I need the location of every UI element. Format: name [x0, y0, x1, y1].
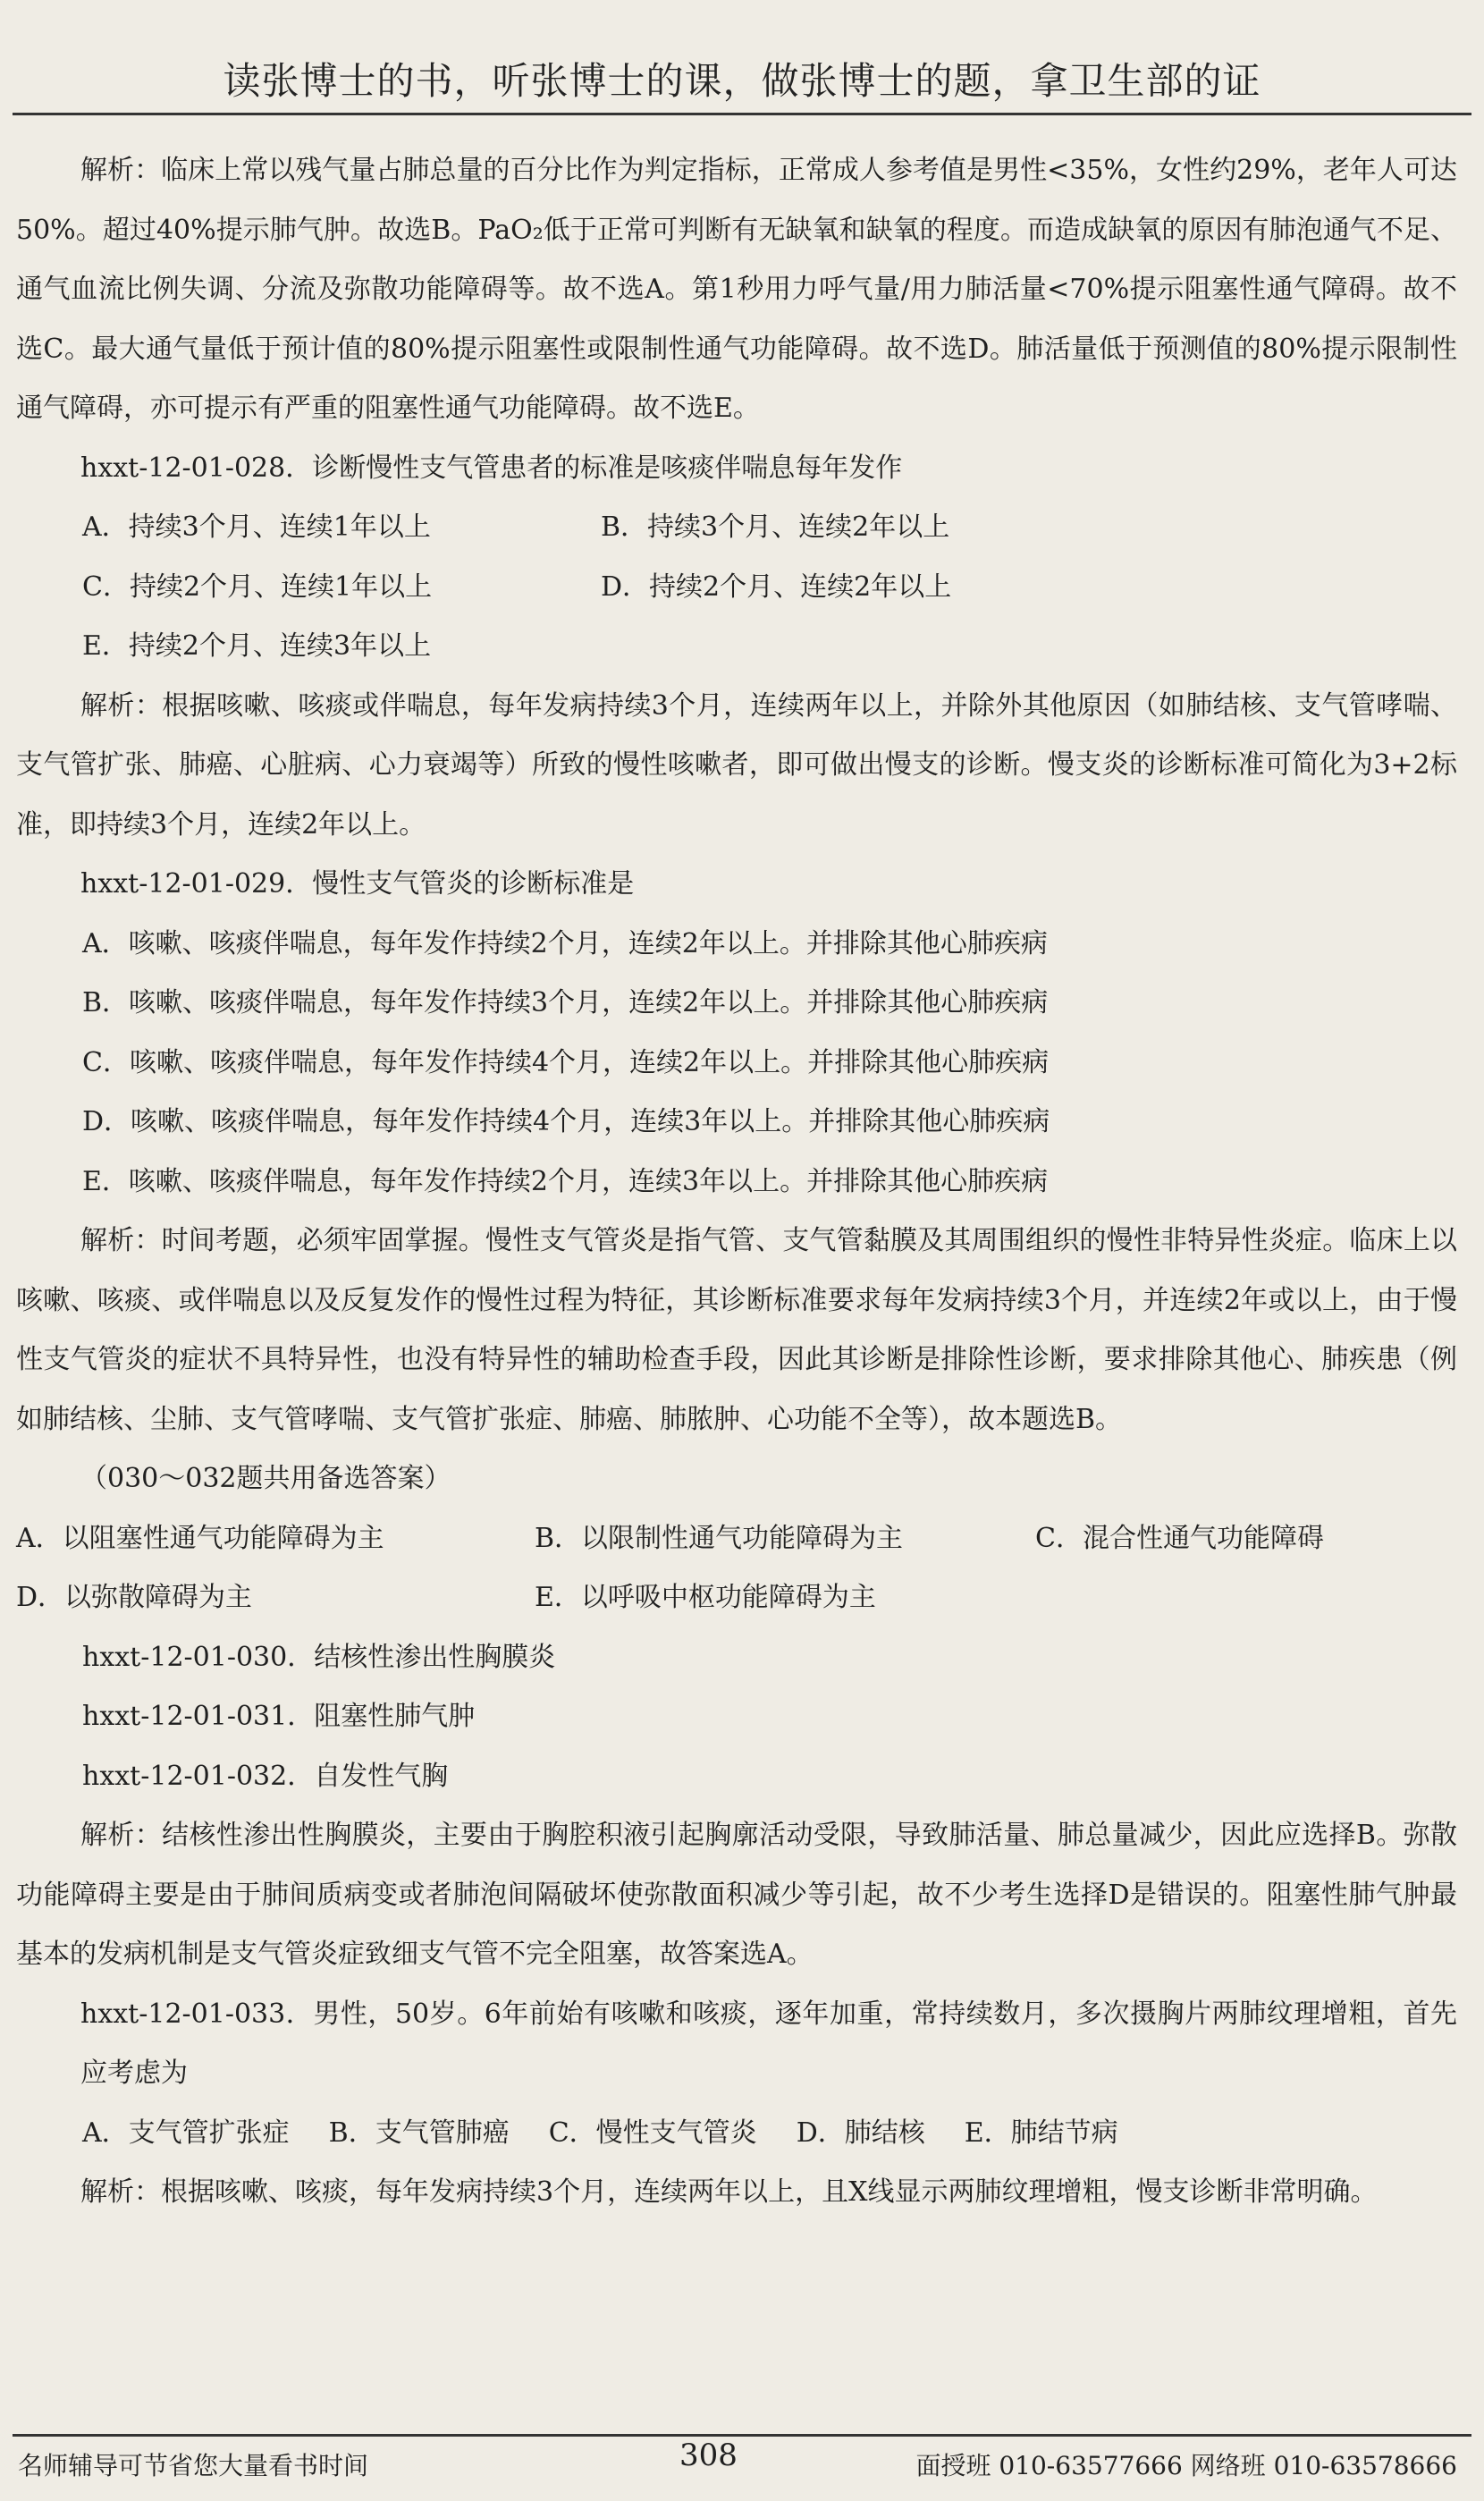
shared-option-row: [16, 1568, 1457, 1628]
shared-option-e: E．以呼吸中枢功能障碍为主: [535, 1582, 876, 1613]
explanation-paragraph: 解析：时间考题，必须牢固掌握。慢性支气管炎是指气管、支气管黏膜及其周围组织的慢性非特异性炎症。临床上以咳嗽、咳痰、或伴喘息以及反复发作的慢性过程为特征，其诊断标准要求每年发病持续3个月，并连续2年或以上，由于慢性支气管炎的症状不具特异性，也没有特异性的辅助检查手段，因此其诊断是排除性诊断，要求排除其他心、肺疾患（例如肺结核、尘肺、支气管哮喘、支气管扩张症、肺癌、肺脓肿、心功能不全等），故本题选B。: [16, 1225, 1457, 1435]
footer-slogan: 名师辅导可节省您大量看书时间: [18, 2451, 369, 2480]
question-stem: hxxt-12-01-033．男性，50岁。6年前始有咳嗽和咳痰，逐年加重，常持续数月，多次摄胸片两肺纹理增粗，首先应考虑为: [80, 1998, 1457, 2089]
option-row: [16, 498, 1457, 558]
option-c: C．持续2个月、连续1年以上: [82, 570, 433, 603]
option-a: A．支气管扩张症: [82, 2117, 290, 2149]
option-c: C．咳嗽、咳痰伴喘息，每年发作持续4个月，连续2年以上。并排除其他心肺疾病: [82, 1046, 1050, 1078]
question-stem: hxxt-12-01-029．慢性支气管炎的诊断标准是: [80, 868, 635, 900]
page-footer: [0, 2434, 1484, 2501]
shared-option-d: D．以弥散障碍为主: [16, 1582, 253, 1613]
option-row: [16, 2104, 1457, 2164]
option-b: B．持续3个月、连续2年以上: [601, 511, 950, 543]
explanation-paragraph: 解析：根据咳嗽、咳痰，每年发病持续3个月，连续两年以上，且X线显示两肺纹理增粗，慢支诊断非常明确。: [80, 2176, 1378, 2208]
option-a: A．持续3个月、连续1年以上: [82, 511, 431, 543]
footer-contact: 面授班 010-63577666 网络班 010-63578666: [915, 2451, 1457, 2480]
option-row: [16, 558, 1457, 618]
page-header: [0, 0, 1484, 114]
option-b: B．咳嗽、咳痰伴喘息，每年发作持续3个月，连续2年以上。并排除其他心肺疾病: [82, 987, 1049, 1018]
question-item: hxxt-12-01-031．阻塞性肺气肿: [82, 1701, 476, 1732]
option-d: D．持续2个月、连续2年以上: [601, 570, 952, 603]
option-e: E．咳嗽、咳痰伴喘息，每年发作持续2个月，连续3年以上。并排除其他心肺疾病: [82, 1165, 1049, 1197]
option-d: D．肺结核: [796, 2117, 925, 2149]
explanation-paragraph: 解析：结核性渗出性胸膜炎，主要由于胸腔积液引起胸廓活动受限，导致肺活量、肺总量减少，因此应选择B。弥散功能障碍主要是由于肺间质病变或者肺泡间隔破坏使弥散面积减少等引起，故不少考生选择D是错误的。阻塞性肺气肿最基本的发病机制是支气管炎症致细支气管不完全阻塞，故答案选A。: [16, 1820, 1457, 1970]
option-a: A．咳嗽、咳痰伴喘息，每年发作持续2个月，连续2年以上。并排除其他心肺疾病: [82, 927, 1048, 959]
shared-options-heading: （030～032题共用备选答案）: [80, 1463, 451, 1494]
page-number: 308: [679, 2438, 738, 2473]
shared-option-row: [16, 1509, 1457, 1569]
shared-option-c: C．混合性通气功能障碍: [1035, 1522, 1324, 1554]
option-e: E．肺结节病: [964, 2117, 1118, 2149]
option-b: B．支气管肺癌: [328, 2117, 510, 2149]
header-divider: [13, 113, 1471, 115]
running-title: 读张博士的书，听张博士的课，做张博士的题，拿卫生部的证: [223, 59, 1261, 103]
footer-divider: [13, 2434, 1471, 2437]
shared-option-a: A．以阻塞性通气功能障碍为主: [16, 1522, 384, 1554]
question-item: hxxt-12-01-032．自发性气胸: [82, 1760, 449, 1792]
question-stem: hxxt-12-01-028．诊断慢性支气管患者的标准是咳痰伴喘息每年发作: [80, 452, 903, 484]
option-d: D．咳嗽、咳痰伴喘息，每年发作持续4个月，连续3年以上。并排除其他心肺疾病: [82, 1106, 1050, 1137]
question-item: hxxt-12-01-030．结核性渗出性胸膜炎: [82, 1641, 556, 1673]
page-content: [16, 141, 1457, 2223]
explanation-paragraph: 解析：临床上常以残气量占肺总量的百分比作为判定指标，正常成人参考值是男性<35%，女性约29%，老年人可达50%。超过40%提示肺气肿。故选B。PaO₂低于正常可判断有无缺氧和缺氧的程度。而造成缺氧的原因有肺泡通气不足、通气血流比例失调、分流及弥散功能障碍等。故不选A。第1秒用力呼气量/用力肺活量<70%提示阻塞性通气障碍。故不选C。最大通气量低于预计值的80%提示阻塞性或限制性通气功能障碍。故不选D。肺活量低于预测值的80%提示限制性通气障碍，亦可提示有严重的阻塞性通气功能障碍。故不选E。: [16, 155, 1457, 424]
explanation-paragraph: 解析：根据咳嗽、咳痰或伴喘息，每年发病持续3个月，连续两年以上，并除外其他原因（如肺结核、支气管哮喘、支气管扩张、肺癌、心脏病、心力衰竭等）所致的慢性咳嗽者，即可做出慢支的诊断。慢支炎的诊断标准可简化为3+2标准，即持续3个月，连续2年以上。: [16, 689, 1457, 841]
shared-option-b: B．以限制性通气功能障碍为主: [535, 1522, 904, 1554]
option-e: E．持续2个月、连续3年以上: [82, 630, 432, 662]
option-c: C．慢性支气管炎: [548, 2117, 757, 2149]
